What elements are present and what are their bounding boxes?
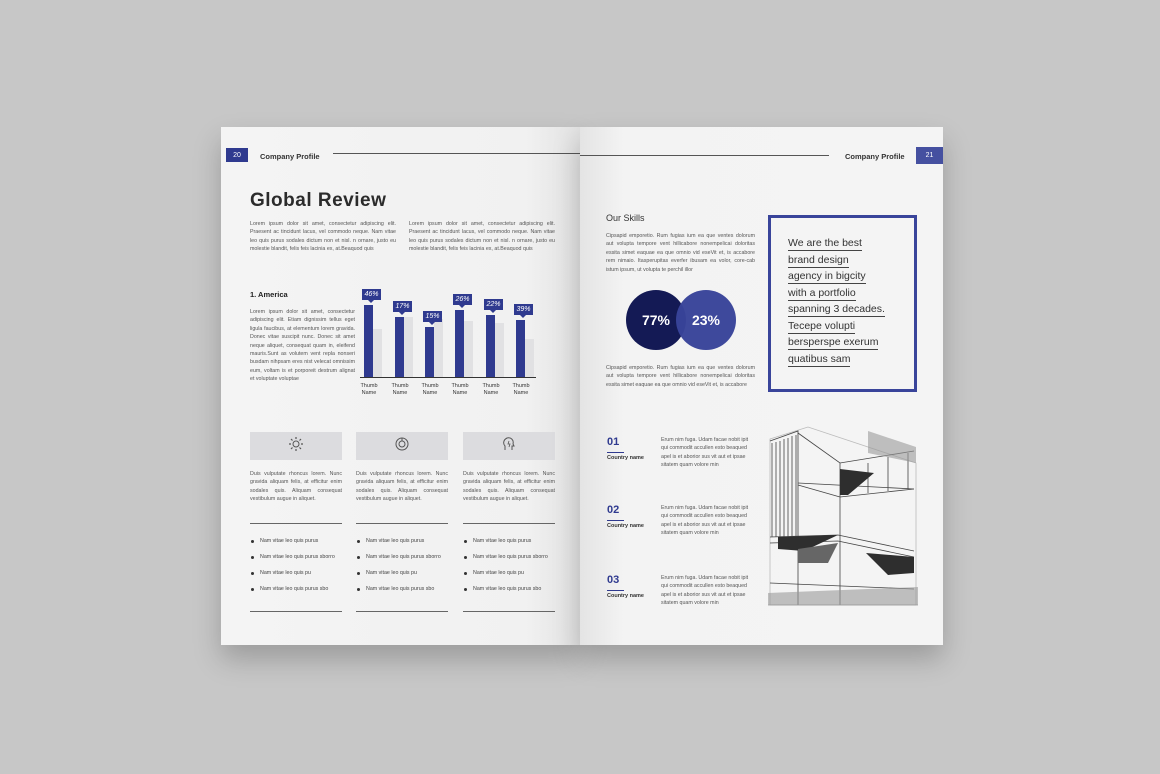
skills-title: Our Skills [606,213,645,223]
chart-bar [395,317,404,377]
feature-bullet-item: Nam vitae leo quis purus sbo [260,586,329,592]
chart-bar-background [434,319,443,377]
header-rule-left [333,153,580,154]
feature-icon-box [463,432,555,460]
skills-text-1: Cipsapid emporetio. Rum fugias ium ea que ventes dolorum aut volupta tempore vent hillicabore nonempelicai doloritas essita simet eaquae ea que omnio vid eseVit et, is accabore rem nimaio. Itasperupitas everfer ibusam ea volor, core-cab istum ipsum, ut volupta te perchil illor [606,233,755,273]
page-number-left: 20 [226,148,248,162]
chart-category-label: Thumb Name [421,383,439,396]
right-page [580,127,943,645]
feature-bullet-item: Nam vitae leo quis purus sborro [473,554,548,560]
chart-bar [425,327,434,377]
building-sketch-illustration [768,423,918,607]
intro-text-col1: Lorem ipsum dolor sit amet, consectetur adipiscing elit. Praesent ac tincidunt lacus, vel commodo neque. Nam vitae leo quis purus sodales dictum non et nisl. n ornare, justo eu molestie blandit, felis feis lacinia ex, at.Beaquod quis [250,221,396,253]
feature-icon-box [356,432,448,460]
quote-line: quatibus sam [788,352,851,365]
skill-circle-left: 77% [626,290,686,350]
feature-bullet-item: Nam vitae leo quis pu [366,570,417,576]
gear-icon [288,436,304,457]
feature-divider [250,611,342,612]
chart-bar-background [464,321,473,377]
feature-bullet-item: Nam vitae leo quis purus sbo [366,586,435,592]
feature-text: Duis vulputate rhoncus lorem. Nunc gravida aliquam felis, at efficitur enim sodales quis. Aliquam consequat vestibulum augue in aliquet. [356,471,448,503]
section-title: 1. America [250,290,288,299]
quote-line: Tecepe volupti [788,319,856,332]
chart-bar [455,310,464,377]
chart-category-label: Thumb Name [360,383,378,396]
feature-text: Duis vulputate rhoncus lorem. Nunc gravida aliquam felis, at efficitur enim sodales quis. Aliquam consequat vestibulum augue in aliquet. [250,471,342,503]
chart-bar-background [373,329,382,377]
feature-bullet-item: Nam vitae leo quis purus [473,538,532,544]
chart-data-label: 39% [514,304,533,315]
header-title-right: Company Profile [845,152,905,161]
country-name: Country name [607,455,644,461]
country-number-rule [607,452,624,453]
quote-line: brand design [788,253,849,266]
head-bulb-icon [501,436,517,457]
chart-category-label: Thumb Name [482,383,500,396]
feature-bullet-item: Nam vitae leo quis purus [366,538,425,544]
chart-bar-background [495,323,504,377]
intro-text-col2: Lorem ipsum dolor sit amet, consectetur adipiscing elit. Praesent ac tincidunt lacus, vel commodo neque. Nam vitae leo quis purus sodales dictum non et nisl. n ornare, justo eu molestie blandit, felis feis lacinia ex, at.Beaquod quis [409,221,555,253]
country-text: Erum nim fuga. Udam facae nobit ipit qui commodit accullen esto beaqued apel is et aborior sus vit aut et ipsae sitatem quam volore min [661,505,749,537]
quote-line: agency in bigcity [788,270,866,282]
chart-data-label: 15% [423,311,442,322]
quote-line: We are the best [788,237,862,249]
feature-bullet-item: Nam vitae leo quis pu [473,570,524,576]
quote-line: spanning 3 decades. [788,303,885,315]
country-text: Erum nim fuga. Udam facae nobit ipit qui commodit accullen esto beaqued apel is et aborior sus vit aut et ipsae sitatem quam volore min [661,575,749,607]
chart-category-label: Thumb Name [391,383,409,396]
chart-data-label: 26% [453,294,472,305]
skills-text-2: Cipsapid emporetio. Rum fugias ium ea que ventes dolorum aut volupta tempore vent hillicabore nonempelicai doloritas essita simet eaquae ea que omnio vid eseVit et, is accabore [606,365,755,388]
feature-bullet-item: Nam vitae leo quis purus sborro [366,554,441,560]
chart-category-label: Thumb Name [512,383,530,396]
chart-data-label: 17% [393,301,412,312]
country-number: 02 [607,504,620,516]
chart-bar [486,315,495,377]
country-name: Country name [607,523,644,529]
chart-baseline [360,377,536,378]
chart-dial-icon [394,436,410,457]
feature-divider [463,523,555,524]
country-text: Erum nim fuga. Udam facae nobit ipit qui commodit accullen esto beaqued apel is et aborior sus vit aut et ipsae sitatem quam volore min [661,437,749,469]
quote-line: with a portfolio [788,286,856,299]
feature-text: Duis vulputate rhoncus lorem. Nunc gravida aliquam felis, at efficitur enim sodales quis. Aliquam consequat vestibulum augue in aliquet. [463,471,555,503]
chart-category-label: Thumb Name [451,383,469,396]
feature-divider [463,611,555,612]
feature-bullet-item: Nam vitae leo quis purus sbo [473,586,542,592]
feature-bullet-item: Nam vitae leo quis purus sborro [260,554,335,560]
header-title-left: Company Profile [260,152,320,161]
country-number-rule [607,520,624,521]
country-name: Country name [607,593,644,599]
feature-divider [356,611,448,612]
feature-divider [356,523,448,524]
chart-data-label: 46% [362,289,381,300]
left-page [221,127,580,645]
country-number: 01 [607,436,620,448]
page-title: Global Review [250,190,387,211]
chart-bar [516,320,525,377]
chart-data-label: 22% [484,299,503,310]
quote-line: bersperspe exerum [788,336,879,348]
page-number-right: 21 [916,147,943,164]
chart-bar [364,305,373,377]
country-number-rule [607,590,624,591]
header-rule-right [580,155,829,156]
feature-bullet-item: Nam vitae leo quis pu [260,570,311,576]
feature-icon-box [250,432,342,460]
section-text: Lorem ipsum dolor sit amet, consectetur adipiscing elit. Etiam dignissim tellus eget ligula faucibus, at elementum lorem gravida. Donec vitae suscipit nunc. Donec sit amet neque aliquet, consequat quam in, eleifend mauris.Sunt as volutem vent repla nonseri busdam nihpsam eres nist velecat omnissim eum, voltam is et porporeit destrum alignat et voluptate voluptae [250,309,355,383]
skill-circle-right: 23% [676,290,736,350]
chart-bar-background [404,317,413,377]
feature-bullet-item: Nam vitae leo quis purus [260,538,319,544]
chart-bar-background [525,339,534,377]
bar-chart [360,275,544,403]
country-number: 03 [607,574,620,586]
feature-divider [250,523,342,524]
